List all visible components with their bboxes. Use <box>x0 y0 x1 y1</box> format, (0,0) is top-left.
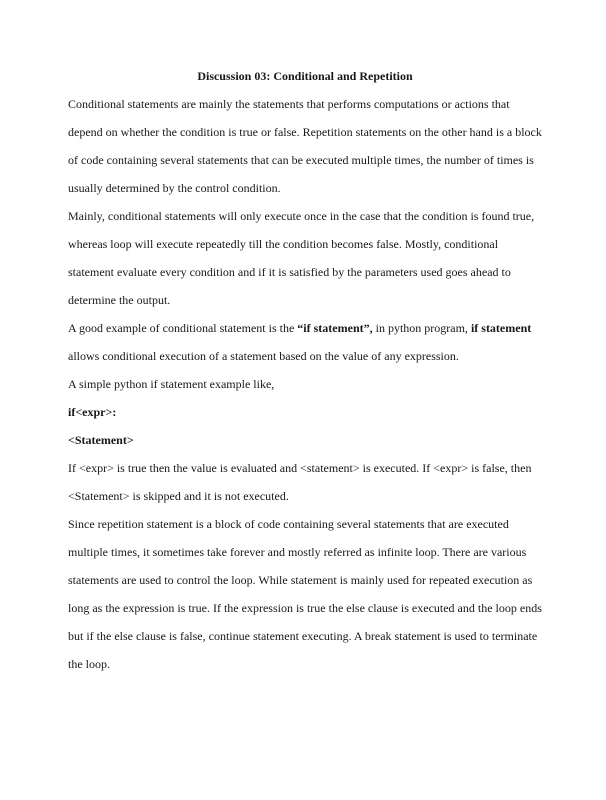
document-title: Discussion 03: Conditional and Repetition <box>197 69 413 83</box>
bold-text-run: “if statement”, <box>297 321 373 335</box>
text-run: If <expr> is true then the value is evaluated and <statement> is executed. If <expr> is false, then <Statement> is skipped and it is not executed. <box>68 461 532 503</box>
paragraph <box>68 454 542 510</box>
paragraph <box>68 510 542 678</box>
text-run: in python program, <box>372 321 471 335</box>
paragraph <box>68 370 542 398</box>
text-run: Since repetition statement is a block of code containing several statements that are executed multiple times, it sometimes take forever and mostly referred as infinite loop. There are various statements are used to control the loop. While statement is mainly used for repeated execution as long as the expression is true. If the expression is true the else clause is executed and the loop ends but if the else clause is false, continue statement executing. A break statement is used to terminate the loop. <box>68 517 542 671</box>
text-run: allows conditional execution of a statement based on the value of any expression. <box>68 349 459 363</box>
paragraph <box>68 426 542 454</box>
text-run: Mainly, conditional statements will only execute once in the case that the condition is found true, whereas loop will execute repeatedly till the condition becomes false. Mostly, conditional statement evaluate every condition and if it is satisfied by the parameters used goes ahead to determine the output. <box>68 209 535 307</box>
text-run: A simple python if statement example like, <box>68 377 275 391</box>
paragraph <box>68 398 542 426</box>
document-body <box>68 90 542 678</box>
bold-text-run: if statement <box>470 321 532 335</box>
text-run: Conditional statements are mainly the statements that performs computations or actions that depend on whether the condition is true or false. Repetition statements on the other hand is a block of code containing several statements that can be executed multiple times, the number of times is usually determined by the control condition. <box>68 97 542 195</box>
paragraph <box>68 90 542 202</box>
paragraph <box>68 314 542 370</box>
paragraph <box>68 202 542 314</box>
text-run: A good example of conditional statement is the <box>68 321 298 335</box>
bold-text-run: <Statement> <box>68 433 134 447</box>
bold-text-run: if<expr>: <box>68 405 117 419</box>
